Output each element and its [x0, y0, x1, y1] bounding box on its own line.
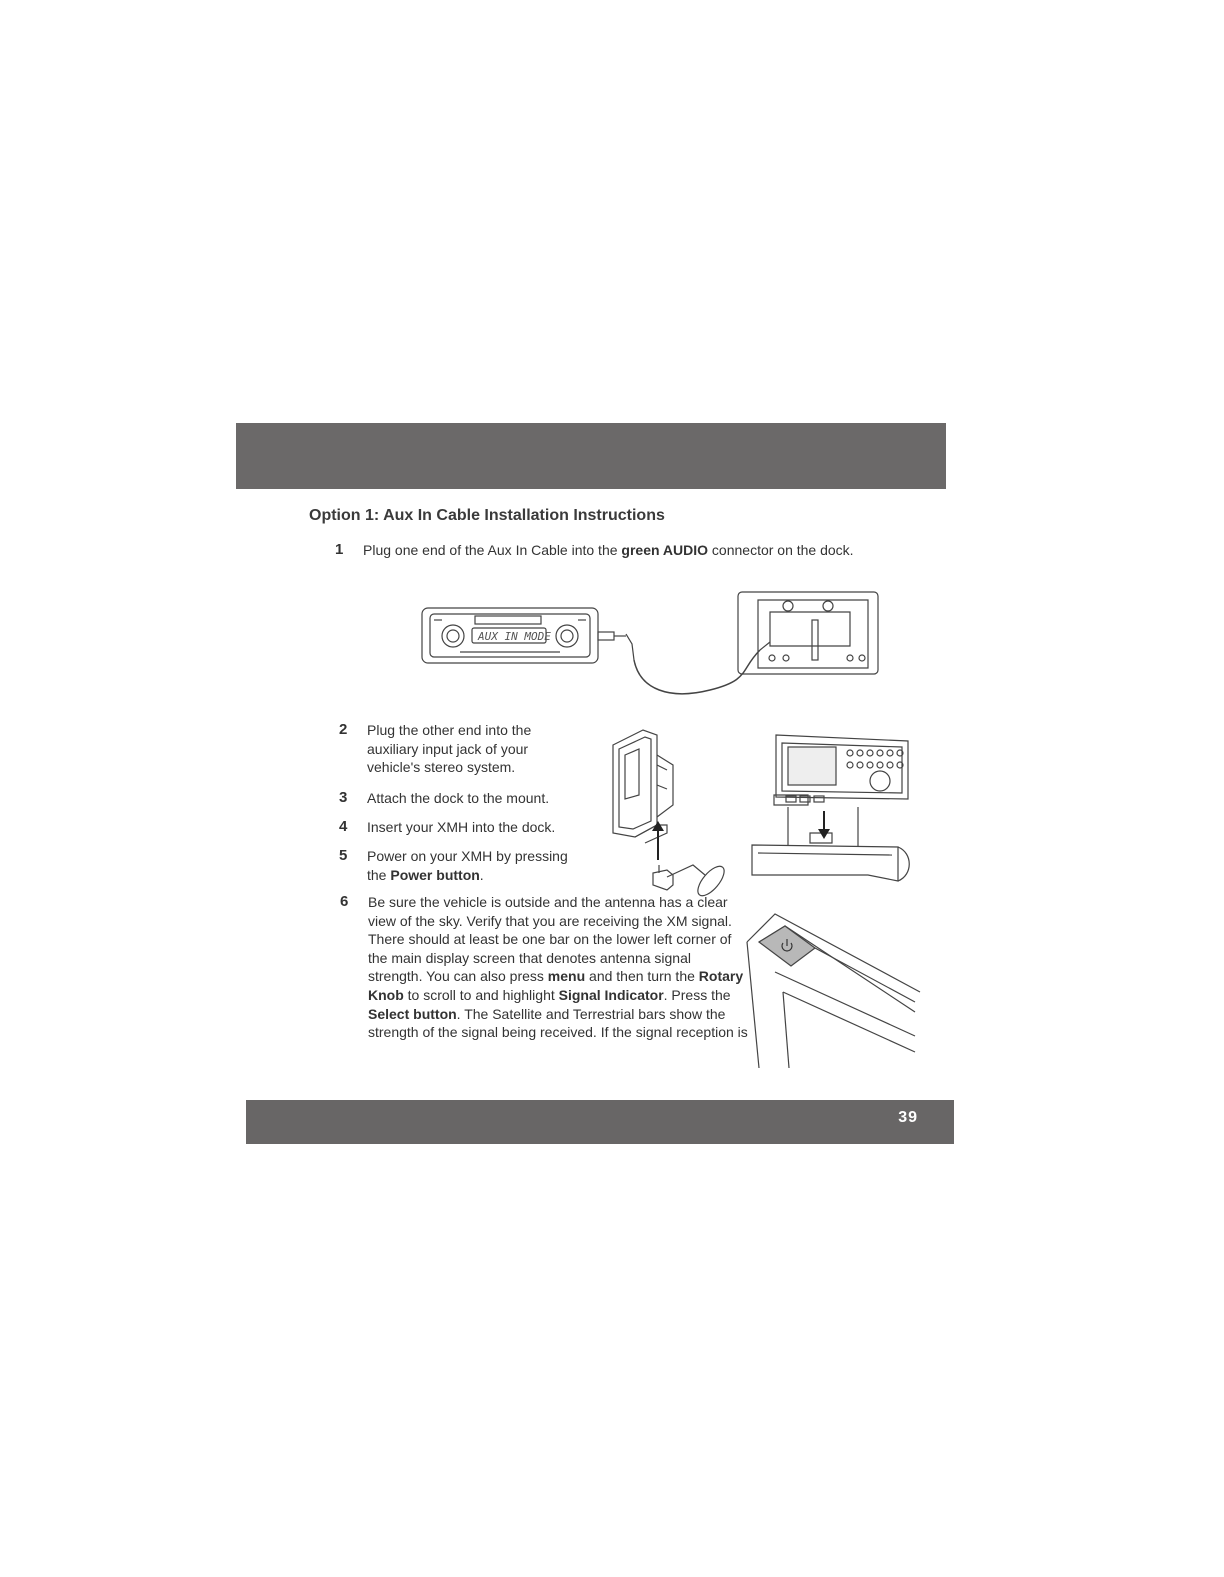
stereo-display-text: AUX IN MODE [478, 630, 551, 643]
step-5 [339, 847, 587, 884]
header-bar [236, 423, 946, 489]
step-text: connector on the dock. [708, 542, 854, 558]
section-title: Option 1: Aux In Cable Installation Instructions [309, 507, 665, 524]
xmh-screen [788, 747, 836, 785]
footer-bar [246, 1100, 954, 1144]
step-number: 1 [335, 541, 344, 558]
step-number: 3 [339, 789, 348, 806]
dock [738, 592, 878, 674]
power-button-illustration [745, 912, 920, 1072]
step-text: . The Satellite and Terrestrial bars show the strength of the signal being received. If the signal reception is [368, 1005, 748, 1041]
rotary-knob-icon [870, 771, 890, 791]
step-emphasis: Signal Indicator [558, 986, 664, 1003]
step-text: Be sure the vehicle is outside and the antenna has a clear view of the sky. Verify that you are receiving the XM signal. There should at least be one bar on the lower left corner of the main display screen that denotes antenna signal strength. You can also press [368, 894, 732, 985]
step-text: Plug the other end into the auxiliary input jack of your vehicle's stereo system. [367, 722, 532, 776]
step-number: 2 [339, 721, 348, 738]
dock-cradle [752, 845, 898, 881]
step-emphasis: green AUDIO [621, 542, 709, 558]
power-button [759, 926, 815, 966]
left-knob-icon [442, 625, 464, 647]
step-emphasis: Select button [368, 1005, 457, 1022]
step-text: to scroll to and highlight [403, 986, 559, 1003]
mount-illustration [595, 725, 740, 900]
step-text: Attach the dock to the mount. [367, 790, 550, 806]
step-text: Insert your XMH into the dock. [367, 819, 556, 835]
down-arrow-icon [818, 811, 830, 839]
step-4 [339, 818, 607, 837]
step-emphasis: Power button [390, 866, 480, 883]
step-number: 6 [340, 893, 349, 910]
step-6 [340, 893, 748, 1042]
step-number: 4 [339, 818, 348, 835]
step-text: . [479, 866, 484, 883]
page-number: 39 [898, 1109, 918, 1126]
xmh-dock-illustration [748, 725, 923, 890]
step-text: . Press the [663, 986, 731, 1003]
step-emphasis: Rotary Knob [368, 968, 744, 1003]
suction-mount [653, 870, 673, 890]
step-emphasis: menu [547, 968, 586, 985]
stereo-to-dock-illustration [420, 590, 890, 705]
step-text: Plug one end of the Aux In Cable into the [363, 542, 622, 558]
step-3 [339, 789, 597, 808]
step-text: Power on your XMH by pressing the [367, 848, 568, 883]
step-2 [339, 721, 577, 777]
right-knob-icon [556, 625, 578, 647]
step-number: 5 [339, 847, 348, 864]
step-1 [335, 541, 903, 560]
step-text: and then turn the [585, 968, 699, 985]
aux-cable [634, 650, 760, 694]
